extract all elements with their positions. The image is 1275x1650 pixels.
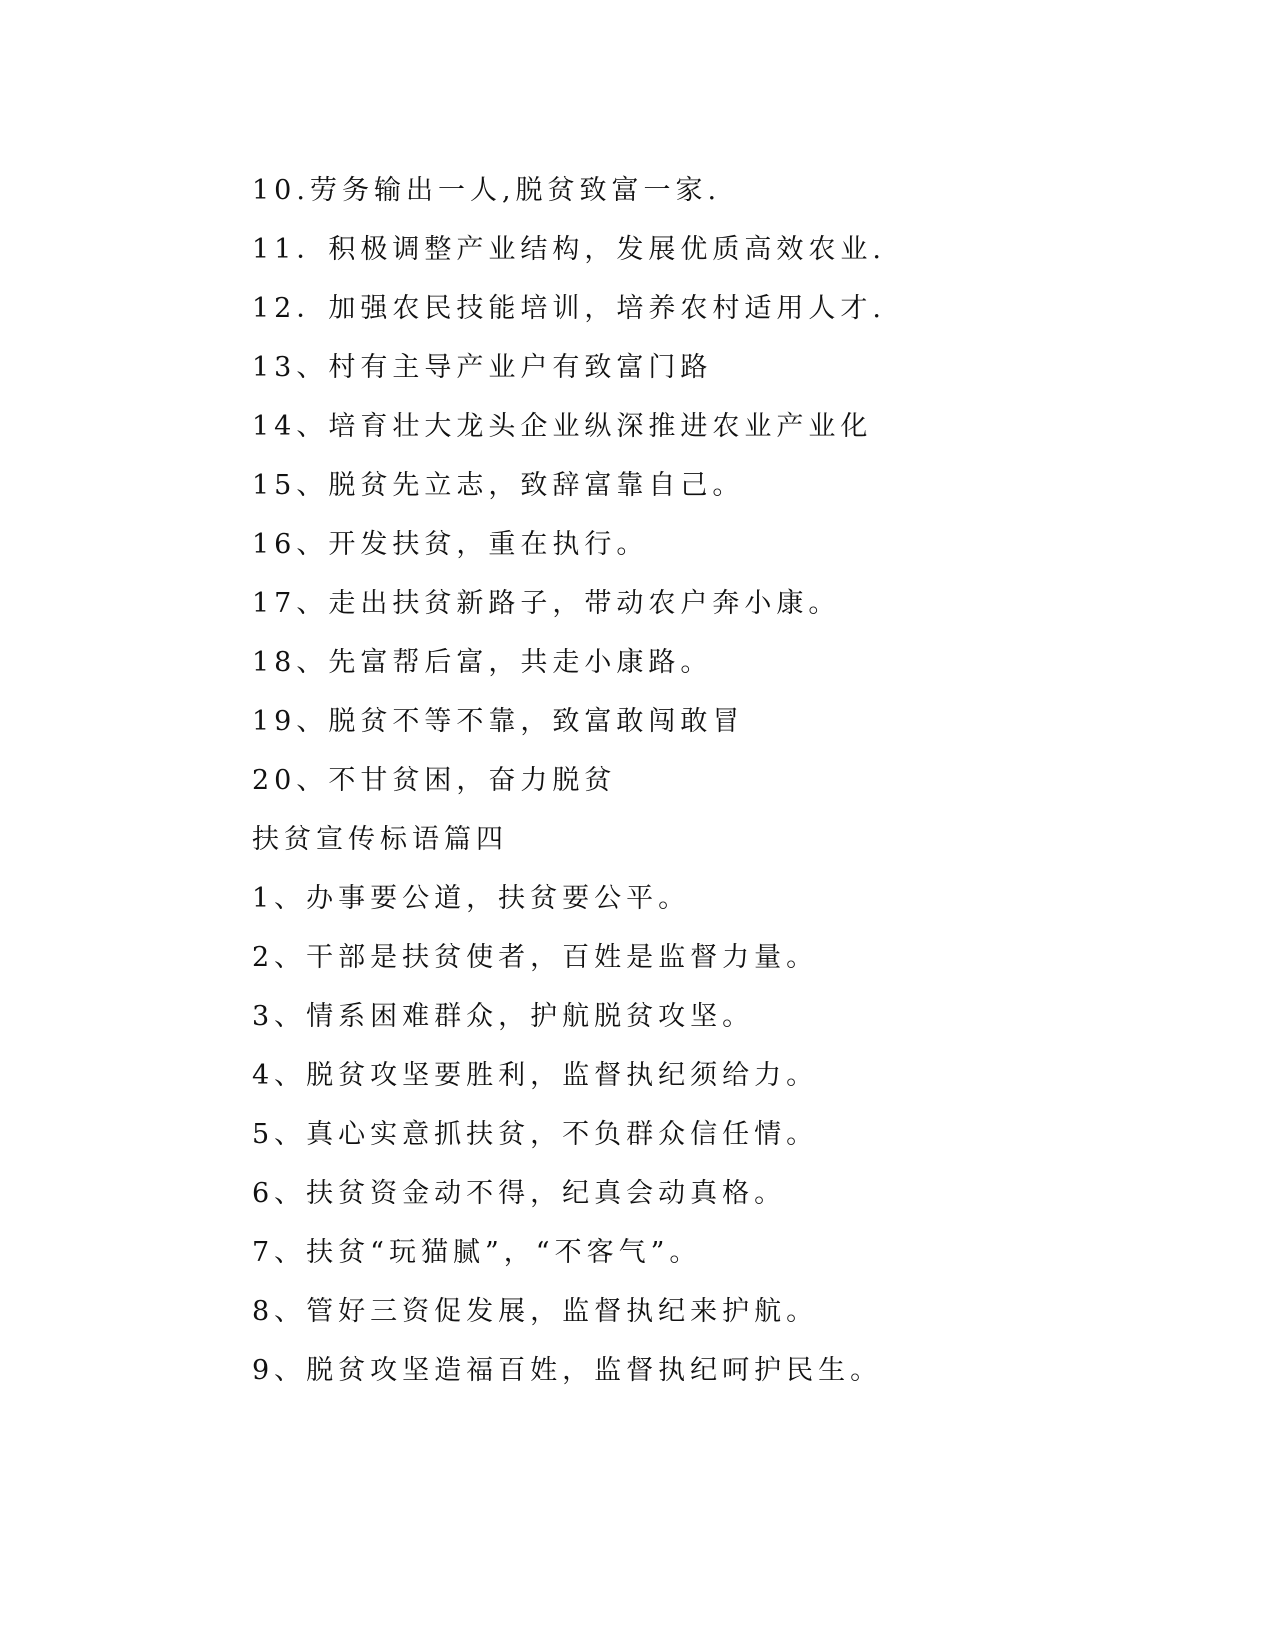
slogan-line-14: 14、培育壮大龙头企业纵深推进农业产业化 <box>252 411 873 442</box>
slogan-line-3: 3、情系困难群众，护航脱贫攻坚。 <box>252 1001 755 1032</box>
slogan-line-7: 7、扶贫“玩猫腻”，“不客气”。 <box>252 1237 702 1268</box>
slogan-line-4: 4、脱贫攻坚要胜利，监督执纪须给力。 <box>252 1060 819 1091</box>
slogan-line-10: 10.劳务输出一人,脱贫致富一家. <box>252 175 722 206</box>
slogan-line-17: 17、走出扶贫新路子，带动农户奔小康。 <box>252 588 841 619</box>
slogan-line-12: 12．加强农民技能培训，培养农村适用人才. <box>252 293 886 324</box>
slogan-line-15: 15、脱贫先立志，致辞富靠自己。 <box>252 470 745 501</box>
document-body <box>252 161 1012 1400</box>
slogan-line-18: 18、先富帮后富，共走小康路。 <box>252 647 713 678</box>
slogan-line-19: 19、脱贫不等不靠，致富敢闯敢冒 <box>252 706 745 737</box>
slogan-line-6: 6、扶贫资金动不得，纪真会动真格。 <box>252 1178 787 1209</box>
slogan-line-8: 8、管好三资促发展，监督执纪来护航。 <box>252 1296 819 1327</box>
slogan-line-16: 16、开发扶贫，重在执行。 <box>252 529 649 560</box>
slogan-line-2: 2、干部是扶贫使者，百姓是监督力量。 <box>252 942 819 973</box>
slogan-line-20: 20、不甘贫困，奋力脱贫 <box>252 765 617 796</box>
slogan-line-9: 9、脱贫攻坚造福百姓，监督执纪呵护民生。 <box>252 1355 883 1386</box>
slogan-line-13: 13、村有主导产业户有致富门路 <box>252 352 713 383</box>
slogan-line-1: 1、办事要公道，扶贫要公平。 <box>252 883 691 914</box>
slogan-line-11: 11．积极调整产业结构，发展优质高效农业. <box>252 234 886 265</box>
slogan-line-5: 5、真心实意抓扶贫，不负群众信任情。 <box>252 1119 819 1150</box>
section-heading: 扶贫宣传标语篇四 <box>252 824 508 855</box>
